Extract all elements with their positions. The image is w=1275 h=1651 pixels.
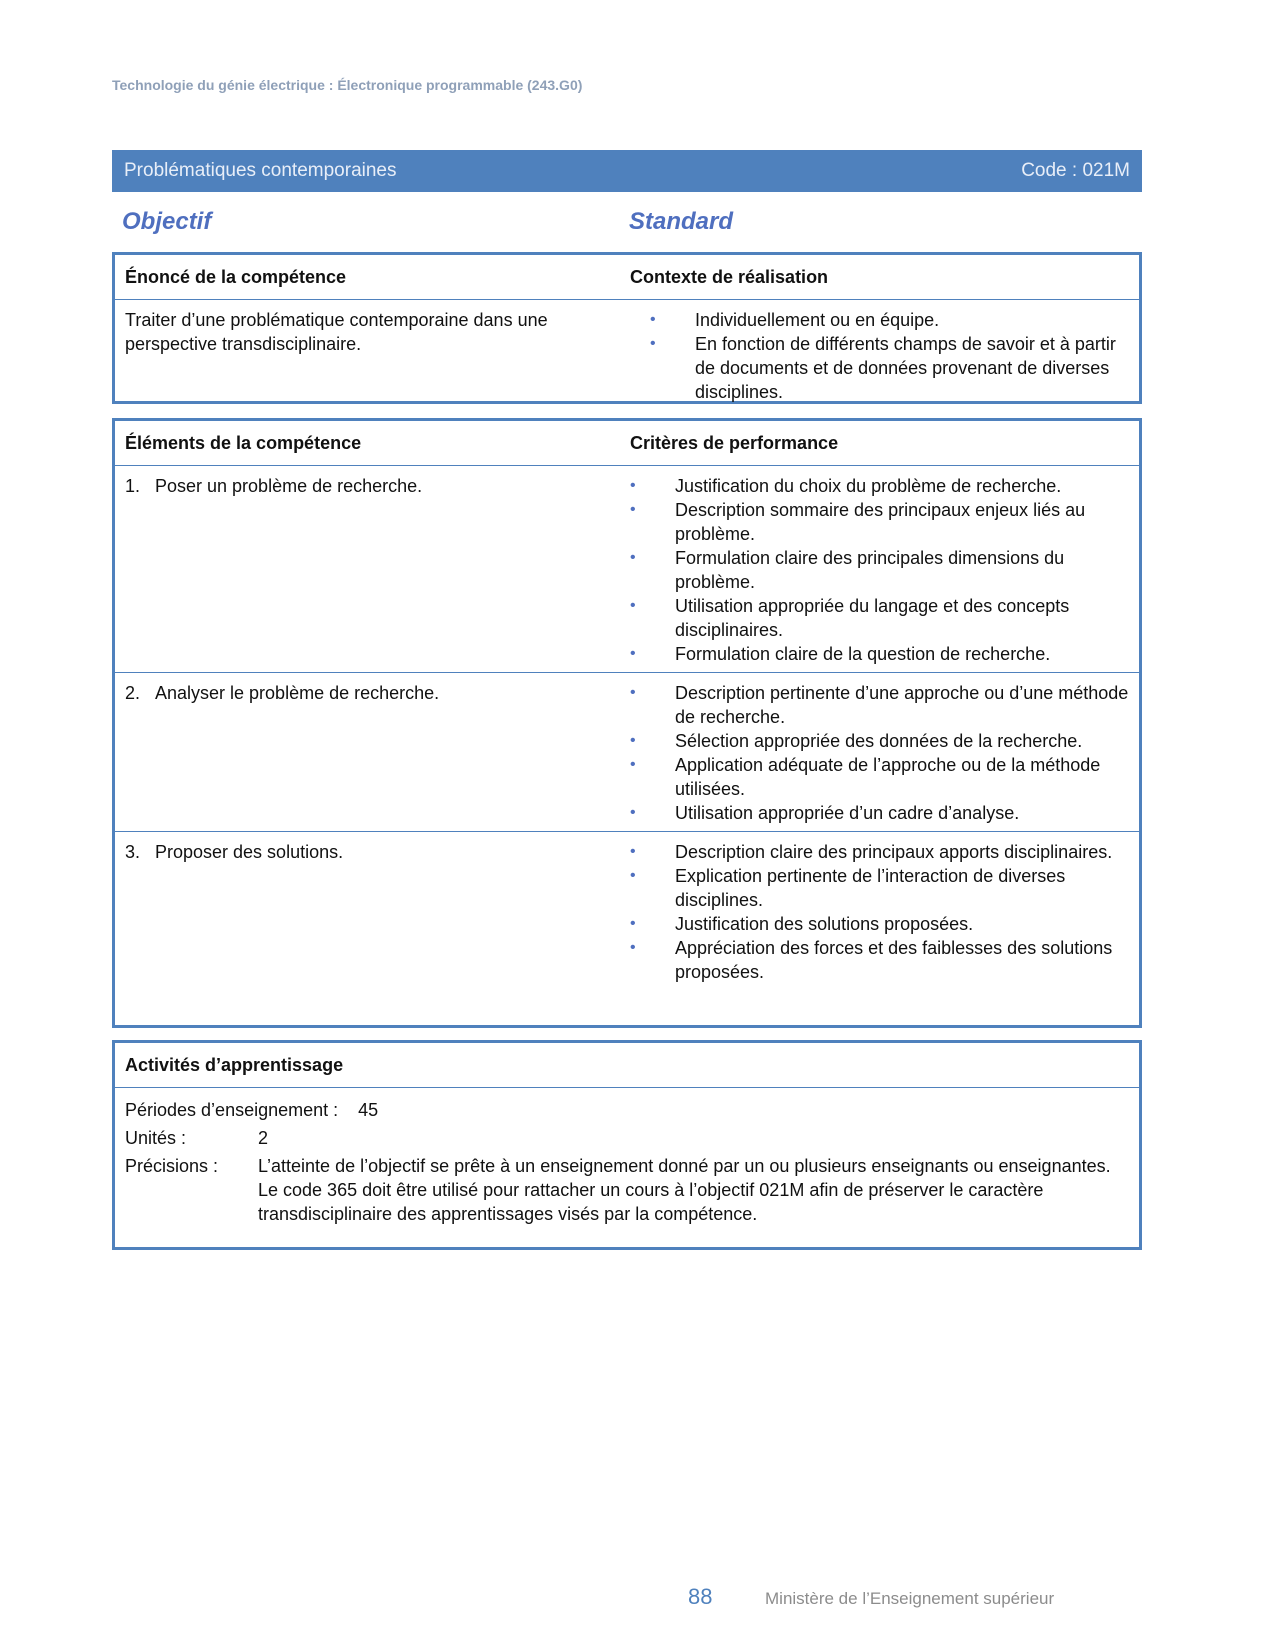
contexte-text: En fonction de différents champs de savoir et à partir de documents et de données provenant de diverses disciplines.	[695, 334, 1116, 402]
bullet-icon: •	[630, 939, 636, 956]
enonce-header	[115, 255, 1139, 300]
enonce-content	[115, 300, 1139, 410]
enonce-heading: Énoncé de la compétence	[125, 266, 347, 287]
contexte-item	[650, 308, 1139, 332]
bullet-icon: •	[630, 549, 636, 566]
criterion-item	[630, 864, 1139, 912]
periodes-row	[125, 1098, 1129, 1122]
unites-label: Unités :	[125, 1128, 187, 1148]
bullet-icon: •	[630, 477, 636, 494]
activites-header	[115, 1043, 1139, 1088]
bullet-icon: •	[630, 597, 636, 614]
contexte-heading: Contexte de réalisation	[630, 266, 829, 287]
criterion-text: Appréciation des forces et des faiblesses des solutions proposées.	[675, 938, 1113, 982]
unites-row	[125, 1126, 1129, 1150]
element-label-cell	[125, 474, 630, 666]
running-header: Technologie du génie électrique : Électronique programmable (243.G0)	[112, 77, 583, 93]
banner-title: Problématiques contemporaines	[124, 160, 397, 181]
elements-box	[112, 418, 1142, 1028]
element-label-cell	[125, 840, 630, 984]
contexte-item	[650, 332, 1139, 404]
subhead-objectif: Objectif	[122, 208, 212, 235]
precisions-label: Précisions :	[125, 1156, 219, 1176]
bullet-icon: •	[630, 843, 636, 860]
bullet-icon: •	[630, 645, 636, 662]
criterion-item	[630, 801, 1139, 825]
elements-heading: Éléments de la compétence	[125, 432, 362, 453]
periodes-value: 45	[358, 1100, 379, 1120]
element-section	[115, 673, 1139, 832]
criterion-text: Explication pertinente de l’interaction de diverses disciplines.	[675, 866, 1066, 910]
criterion-item	[630, 729, 1139, 753]
element-label-cell	[125, 681, 630, 825]
publisher: Ministère de l’Enseignement supérieur	[765, 1589, 1055, 1608]
section-banner	[112, 150, 1142, 192]
element-number: 3.	[125, 842, 141, 862]
bullet-icon: •	[630, 501, 636, 518]
periodes-label: Périodes d’enseignement :	[125, 1100, 339, 1120]
page-footer	[688, 1584, 1054, 1610]
criterion-text: Description sommaire des principaux enjeux liés au problème.	[675, 500, 1086, 544]
page-number: 88	[688, 1584, 713, 1609]
criterion-text: Utilisation appropriée du langage et des concepts disciplinaires.	[675, 596, 1070, 640]
contexte-list	[650, 308, 1139, 404]
enonce-box	[112, 252, 1142, 404]
criterion-item	[630, 546, 1139, 594]
elements-header	[115, 421, 1139, 466]
criterion-item	[630, 594, 1139, 642]
criterion-item	[630, 753, 1139, 801]
bullet-icon: •	[630, 732, 636, 749]
criterion-item	[630, 840, 1139, 864]
criterion-text: Description claire des principaux apports disciplinaires.	[675, 842, 1113, 862]
criteria-list	[630, 840, 1139, 984]
criterion-text: Application adéquate de l’approche ou de la méthode utilisées.	[675, 755, 1101, 799]
bullet-icon: •	[630, 915, 636, 932]
criterion-text: Sélection appropriée des données de la recherche.	[675, 731, 1083, 751]
element-label: Analyser le problème de recherche.	[155, 683, 440, 703]
elements-sections	[115, 466, 1139, 990]
bullet-icon: •	[650, 335, 656, 352]
element-number: 1.	[125, 476, 141, 496]
bullet-icon: •	[630, 756, 636, 773]
precisions-row	[125, 1154, 1129, 1226]
element-section	[115, 832, 1139, 990]
bullet-icon: •	[630, 867, 636, 884]
element-label: Poser un problème de recherche.	[155, 476, 423, 496]
element-section	[115, 466, 1139, 673]
activites-box	[112, 1040, 1142, 1250]
criteria-heading: Critères de performance	[630, 432, 839, 453]
subhead-standard: Standard	[629, 208, 734, 235]
contexte-text: Individuellement ou en équipe.	[695, 310, 940, 330]
bullet-icon: •	[650, 311, 656, 328]
bullet-icon: •	[630, 684, 636, 701]
criterion-text: Utilisation appropriée d’un cadre d’analyse.	[675, 803, 1020, 823]
precision-paragraph: Le code 365 doit être utilisé pour rattacher un cours à l’objectif 021M afin de préserver le caractère transdisciplinaire des apprentissages visés par la compétence.	[258, 1180, 1044, 1224]
banner-code: Code : 021M	[1021, 160, 1130, 181]
criterion-item	[630, 936, 1139, 984]
criterion-text: Justification des solutions proposées.	[675, 914, 974, 934]
criterion-text: Justification du choix du problème de recherche.	[675, 476, 1062, 496]
enonce-text: Traiter d’une problématique contemporaine dans une perspective transdisciplinaire.	[125, 310, 548, 354]
activites-body	[115, 1088, 1139, 1242]
criteria-list	[630, 474, 1139, 666]
criterion-item	[630, 681, 1139, 729]
criterion-text: Formulation claire de la question de recherche.	[675, 644, 1051, 664]
criterion-text: Description pertinente d’une approche ou d’une méthode de recherche.	[675, 683, 1129, 727]
element-label: Proposer des solutions.	[155, 842, 344, 862]
precision-paragraph: L’atteinte de l’objectif se prête à un enseignement donné par un ou plusieurs enseignants ou enseignantes.	[258, 1156, 1111, 1176]
unites-value: 2	[258, 1128, 269, 1148]
criterion-item	[630, 498, 1139, 546]
criterion-item	[630, 642, 1139, 666]
activites-heading: Activités d’apprentissage	[125, 1054, 344, 1075]
criterion-item	[630, 912, 1139, 936]
criterion-text: Formulation claire des principales dimensions du problème.	[675, 548, 1065, 592]
bullet-icon: •	[630, 804, 636, 821]
criterion-item	[630, 474, 1139, 498]
element-number: 2.	[125, 683, 141, 703]
criteria-list	[630, 681, 1139, 825]
